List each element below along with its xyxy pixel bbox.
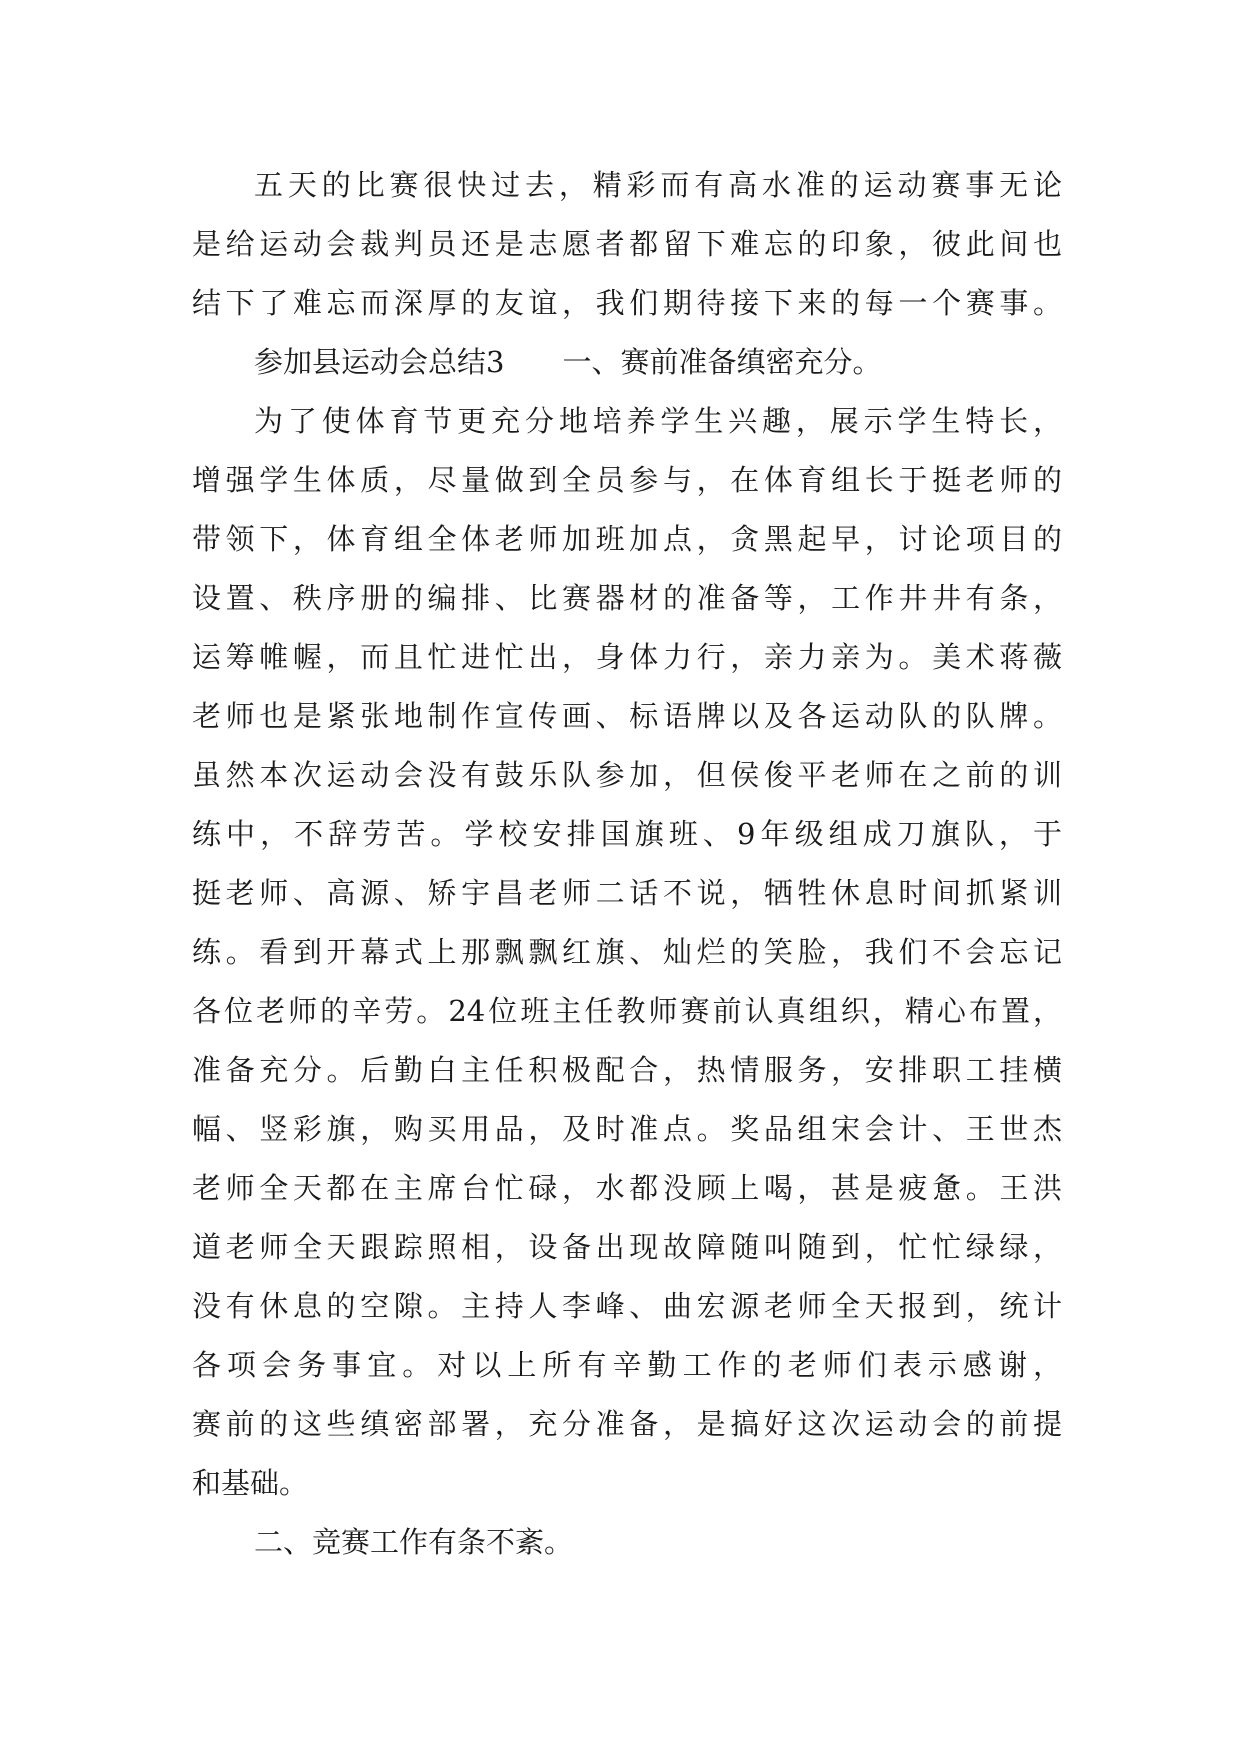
paragraph-line: 增强学生体质，尽量做到全员参与，在体育组长于挺老师的 (192, 463, 1062, 497)
paragraph-line: 道老师全天跟踪照相，设备出现故障随叫随到，忙忙绿绿， (192, 1230, 1062, 1264)
paragraph-line: 运筹帷幄，而且忙进忙出，身体力行，亲力亲为。美术蒋薇 (192, 640, 1062, 674)
paragraph-line: 老师也是紧张地制作宣传画、标语牌以及各运动队的队牌。 (192, 699, 1062, 733)
paragraph-line: 和基础。 (192, 1466, 309, 1500)
paragraph-line: 老师全天都在主席台忙碌，水都没顾上喝，甚是疲惫。王洪 (192, 1171, 1062, 1205)
paragraph-line: 练。看到开幕式上那飘飘红旗、灿烂的笑脸，我们不会忘记 (192, 935, 1062, 969)
paragraph-line: 为了使体育节更充分地培养学生兴趣，展示学生特长， (254, 404, 1062, 438)
paragraph-line: 准备充分。后勤白主任积极配合，热情服务，安排职工挂横 (192, 1053, 1062, 1087)
paragraph-line: 各项会务事宜。对以上所有辛勤工作的老师们表示感谢， (192, 1348, 1062, 1382)
paragraph-line: 虽然本次运动会没有鼓乐队参加，但侯俊平老师在之前的训 (192, 758, 1062, 792)
paragraph-line: 幅、竖彩旗，购买用品，及时准点。奖品组宋会计、王世杰 (192, 1112, 1062, 1146)
paragraph-line: 挺老师、高源、矫宇昌老师二话不说，牺牲休息时间抓紧训 (192, 876, 1062, 910)
paragraph-line: 各位老师的辛劳。24位班主任教师赛前认真组织，精心布置， (192, 994, 1062, 1028)
paragraph-line: 是给运动会裁判员还是志愿者都留下难忘的印象，彼此间也 (192, 227, 1062, 261)
section-heading-line: 二、竞赛工作有条不紊。 (254, 1525, 574, 1559)
paragraph-line: 五天的比赛很快过去，精彩而有高水准的运动赛事无论 (254, 168, 1062, 202)
section-heading-line: 参加县运动会总结3 一、赛前准备缜密充分。 (254, 345, 882, 379)
paragraph-line: 结下了难忘而深厚的友谊，我们期待接下来的每一个赛事。 (192, 286, 1062, 320)
paragraph-line: 没有休息的空隙。主持人李峰、曲宏源老师全天报到，统计 (192, 1289, 1062, 1323)
paragraph-line: 练中，不辞劳苦。学校安排国旗班、9年级组成刀旗队，于 (192, 817, 1062, 851)
paragraph-line: 带领下，体育组全体老师加班加点，贪黑起早，讨论项目的 (192, 522, 1062, 556)
paragraph-line: 赛前的这些缜密部署，充分准备，是搞好这次运动会的前提 (192, 1407, 1062, 1441)
paragraph-line: 设置、秩序册的编排、比赛器材的准备等，工作井井有条， (192, 581, 1062, 615)
